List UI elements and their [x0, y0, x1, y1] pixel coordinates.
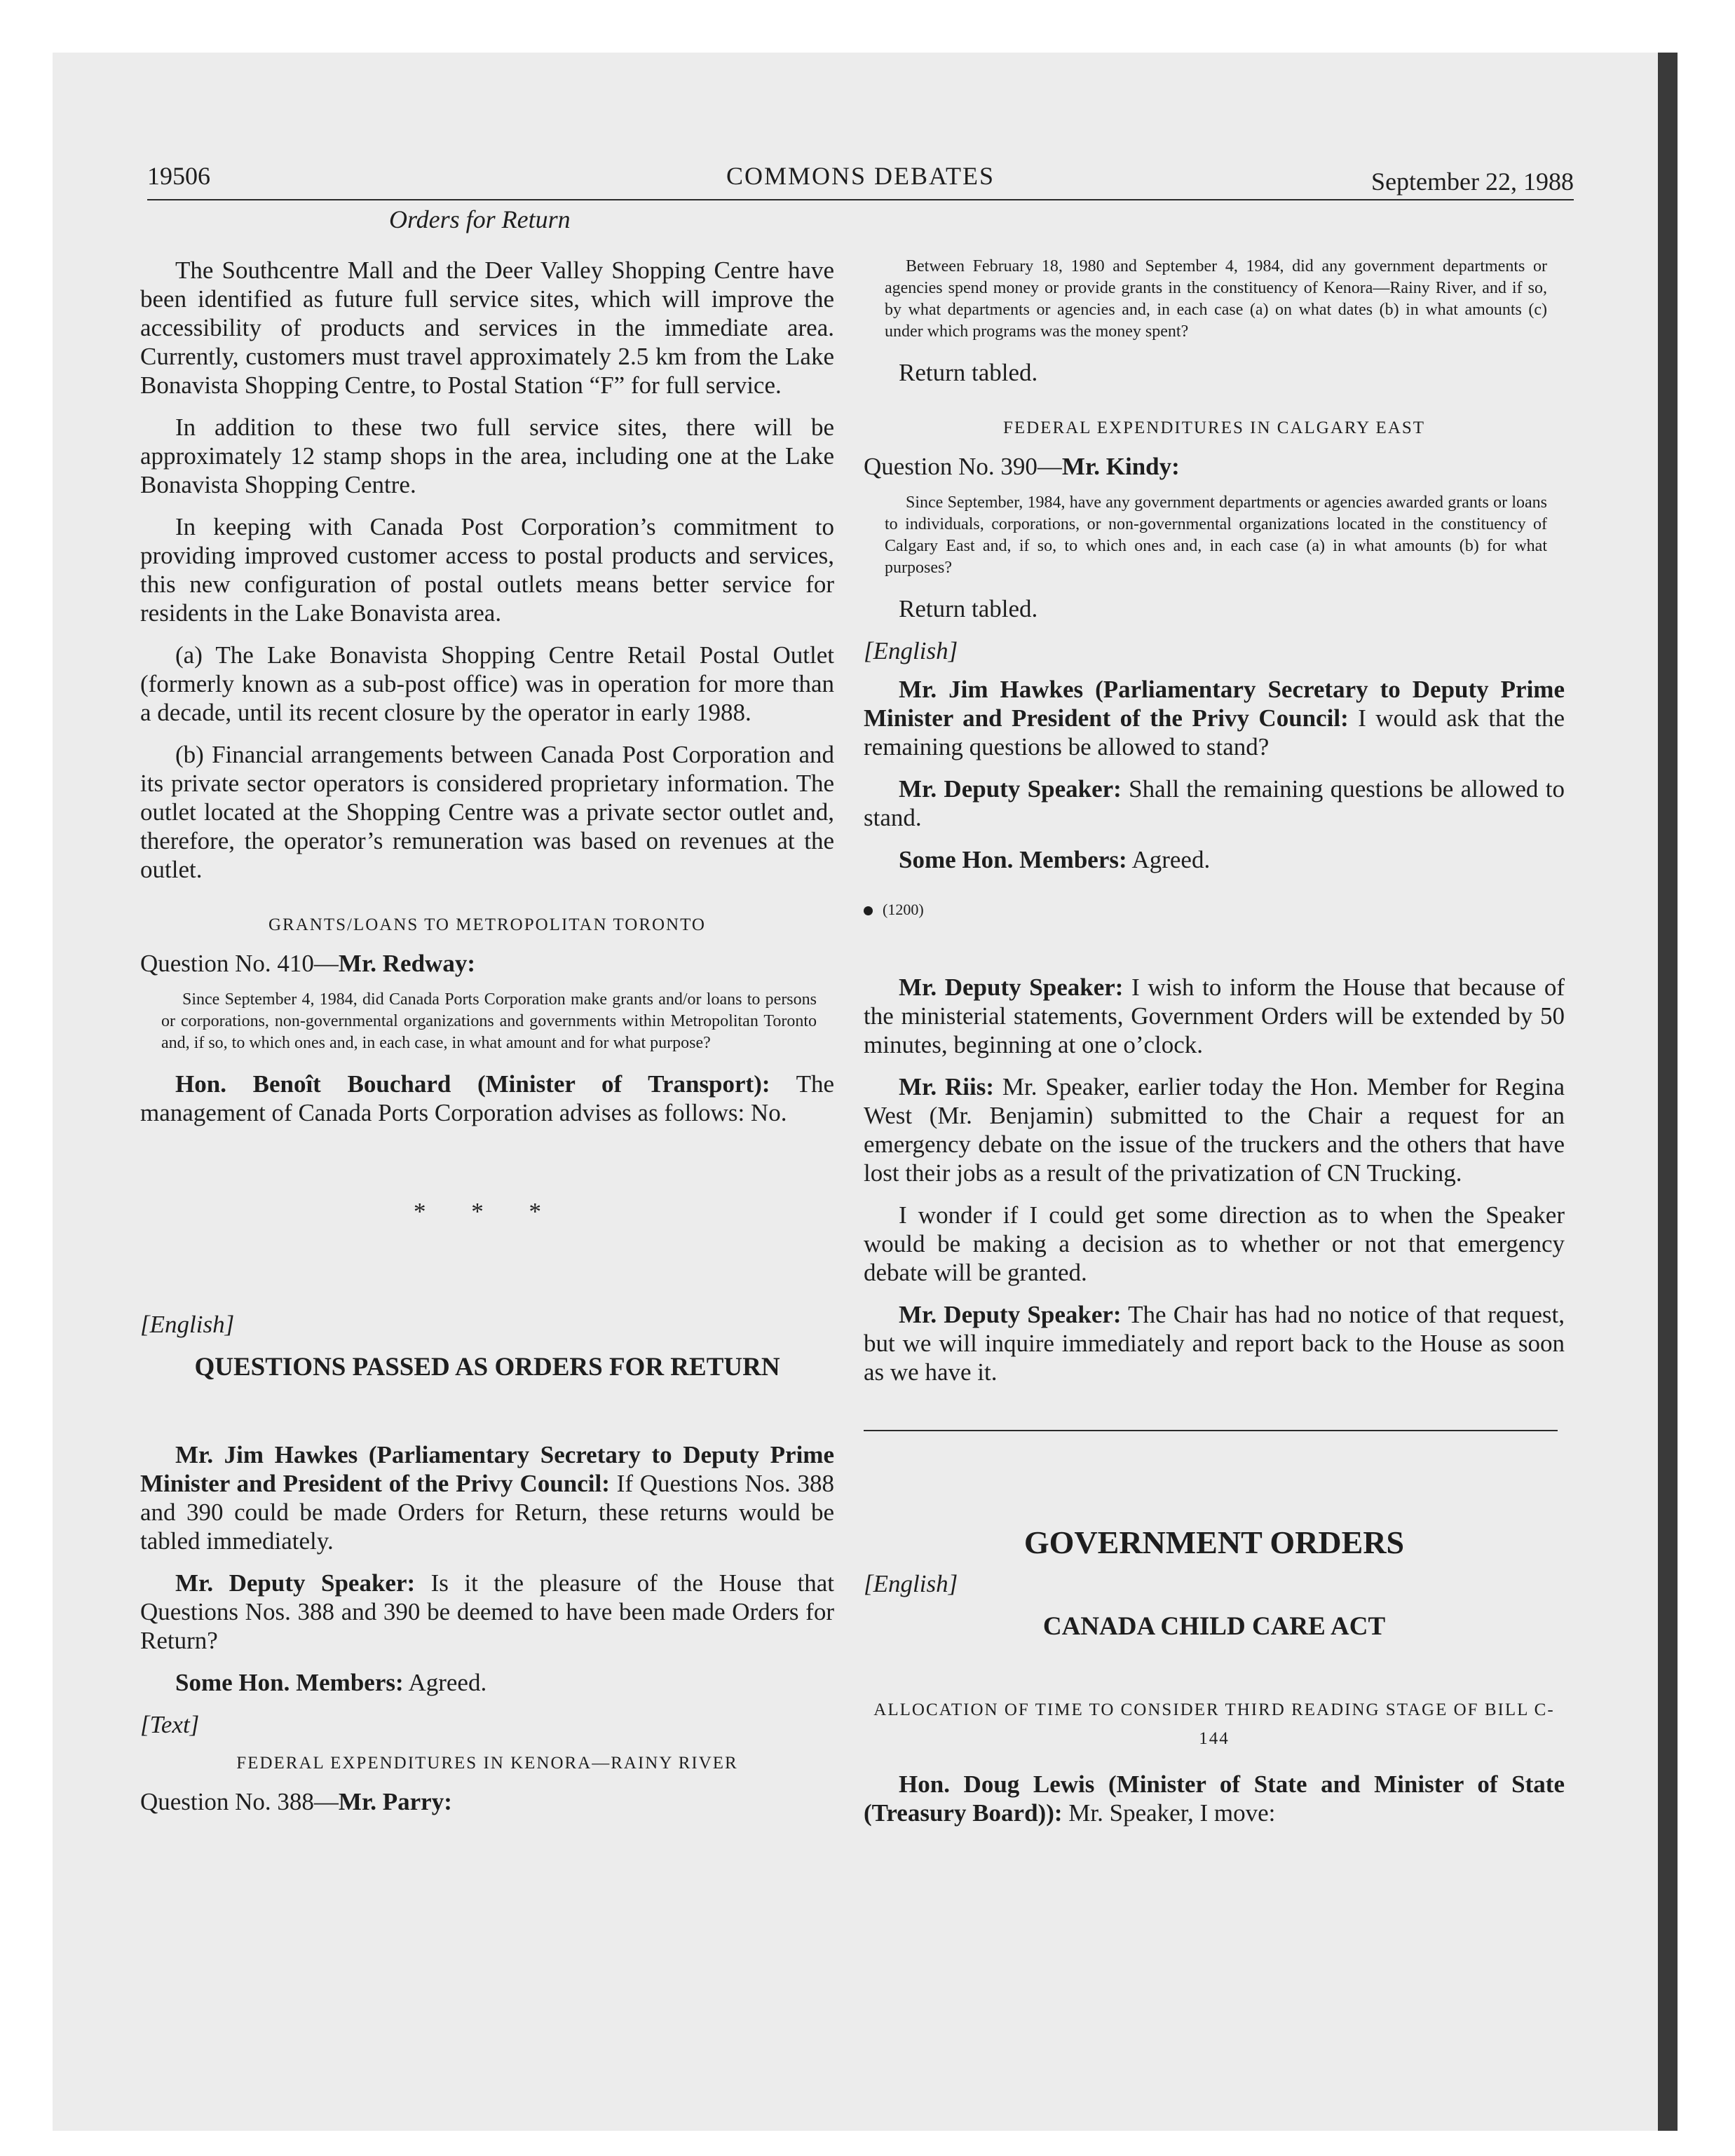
right-column: [864, 256, 1565, 1841]
riis-statement: Mr. Riis: Mr. Speaker, earlier today the Hon. Member for Regina West (Mr. Benjamin) submitted to the Chair a request for an emergency debate on the issue of the truckers and the others that have lost their jobs as a result of the privatization of CN Trucking.: [864, 1073, 1565, 1187]
speaker-name: Mr. Parry:: [338, 1788, 452, 1815]
question-410-line: Question No. 410—Mr. Redway:: [140, 950, 475, 977]
lewis-statement: Hon. Doug Lewis (Minister of State and Minister of State (Treasury Board)): Mr. Speaker, I move:: [864, 1770, 1565, 1827]
section-heading: Orders for Return: [389, 205, 571, 233]
paragraph: I wonder if I could get some direction as to when the Speaker would be making a decision as to whether or not that emergency debate will be granted.: [864, 1201, 1565, 1286]
return-tabled: Return tabled.: [899, 595, 1038, 622]
paragraph: In addition to these two full service sites, there will be approximately 12 stamp shops in the area, including one at the Lake Bonavista Shopping Centre.: [140, 414, 834, 498]
page-number: 19506: [147, 162, 210, 190]
bullet-icon: [864, 906, 873, 915]
running-header: [147, 160, 1574, 200]
heading-questions-passed: QUESTIONS PASSED AS ORDERS FOR RETURN: [194, 1353, 780, 1381]
speaker-name: Mr. Deputy Speaker:: [899, 974, 1124, 1001]
speaker-name: Mr. Riis:: [899, 1073, 994, 1100]
subheading-grants-toronto: GRANTS/LOANS TO METROPOLITAN TORONTO: [268, 915, 706, 934]
hawkes-statement: Mr. Jim Hawkes (Parliamentary Secretary to Deputy Prime Minister and President of the Privy Council: I would ask that the remaining questions be allowed to stand?: [864, 676, 1565, 760]
speaker-name: Mr. Jim Hawkes (Parliamentary Secretary to Deputy Prime Minister and President of the Privy Council:: [140, 1441, 834, 1497]
return-tabled: Return tabled.: [899, 359, 1038, 386]
paragraph: The Southcentre Mall and the Deer Valley Shopping Centre have been identified as future full service sites, which will improve the accessibility of products and services in the immediate area. Currently, customers must travel approximately 2.5 km from the Lake Bonavista Shopping Centre, to Postal Station “F” for full service.: [140, 257, 834, 399]
subheading-calgary: FEDERAL EXPENDITURES IN CALGARY EAST: [1002, 418, 1426, 437]
question-410-text: Since September 4, 1984, did Canada Ports Corporation make grants and/or loans to persons or corporations, non-governmental organizations and governments within Metropolitan Toronto and, if so, to which ones and, in each case, in what amount and for what purpose?: [161, 990, 817, 1052]
speaker-name: Mr. Deputy Speaker:: [899, 775, 1122, 803]
heading-government-orders: GOVERNMENT ORDERS: [1023, 1524, 1405, 1560]
deputy-speaker-statement: Mr. Deputy Speaker: Shall the remaining questions be allowed to stand.: [864, 775, 1565, 831]
question-390-text: Since September, 1984, have any government departments or agencies awarded grants or loans to individuals, corporations, or non-governmental organizations located in the constituency of Calgary East and, if so, to which ones and, in each case (a) in what amounts (b) for what purposes?: [885, 493, 1547, 577]
language-tag: [English]: [864, 637, 958, 664]
deputy-speaker-statement: Mr. Deputy Speaker: I wish to inform the House that because of the ministerial statements, Government Orders will be extended by 50 minutes, beginning at one o’clock.: [864, 974, 1565, 1058]
question-390-line: Question No. 390—Mr. Kindy:: [864, 453, 1180, 480]
scan-edge-bar: [1658, 53, 1678, 2131]
question-388-line: Question No. 388—Mr. Parry:: [140, 1788, 452, 1815]
speaker-name: Hon. Doug Lewis (Minister of State and Minister of State (Treasury Board)):: [864, 1770, 1565, 1827]
speaker-name: Mr. Deputy Speaker:: [899, 1301, 1122, 1328]
bouchard-response: Hon. Benoît Bouchard (Minister of Transport): The management of Canada Ports Corporation advises as follows: No.: [140, 1070, 834, 1126]
time-marker: (1200): [864, 895, 1565, 924]
language-tag: [English]: [140, 1311, 235, 1338]
paragraph: (a) The Lake Bonavista Shopping Centre Retail Postal Outlet (formerly known as a sub-post office) was in operation for more than a decade, until its recent closure by the operator in early 1988.: [140, 641, 834, 726]
hawkes-statement: Mr. Jim Hawkes (Parliamentary Secretary to Deputy Prime Minister and President of the Privy Council: If Questions Nos. 388 and 390 could be made Orders for Return, these returns would be tabled immediately.: [140, 1441, 834, 1555]
question-388-text: Between February 18, 1980 and September 4, 1984, did any government departments or agencies spend money or provide grants in the constituency of Kenora—Rainy River, and if so, by what departments or agencies and, in each case (a) on what dates (b) in what amounts (c) under which programs was the money spent?: [885, 257, 1547, 341]
speaker-name: Hon. Benoît Bouchard (Minister of Transport):: [175, 1070, 770, 1098]
paragraph: (b) Financial arrangements between Canada Post Corporation and its private sector operators is considered proprietary information. The outlet located at the Shopping Centre was a private sector outlet and, therefore, the operator’s remuneration was based on revenues at the outlet.: [140, 741, 834, 883]
speaker-name: Some Hon. Members:: [175, 1669, 404, 1696]
subheading-kenora: FEDERAL EXPENDITURES IN KENORA—RAINY RIVER: [236, 1754, 738, 1773]
paragraph: In keeping with Canada Post Corporation’s commitment to providing improved customer access to postal products and services, this new configuration of postal outlets means better service for residents in the Lake Bonavista area.: [140, 513, 834, 627]
deputy-speaker-statement: Mr. Deputy Speaker: Is it the pleasure of the House that Questions Nos. 388 and 390 be deemed to have been made Orders for Return?: [140, 1569, 834, 1654]
members-statement: Some Hon. Members: Agreed.: [899, 846, 1211, 873]
speaker-name: Mr. Jim Hawkes (Parliamentary Secretary to Deputy Prime Minister and President of the Privy Council:: [864, 676, 1565, 732]
speaker-name: Mr. Redway:: [338, 950, 475, 977]
speaker-name: Mr. Kindy:: [1061, 453, 1180, 480]
left-column: [140, 256, 834, 1827]
subheading-allocation: ALLOCATION OF TIME TO CONSIDER THIRD READING STAGE OF BILL C-144: [873, 1700, 1555, 1748]
deputy-speaker-statement: Mr. Deputy Speaker: The Chair has had no notice of that request, but we will inquire immediately and report back to the House as soon as we have it.: [864, 1301, 1565, 1386]
heading-child-care-act: CANADA CHILD CARE ACT: [1042, 1612, 1386, 1641]
section-divider: [864, 1430, 1558, 1431]
publication-title: COMMONS DEBATES: [726, 162, 995, 190]
text-tag: [Text]: [140, 1711, 200, 1738]
publication-date: September 22, 1988: [1371, 168, 1574, 196]
speaker-name: Some Hon. Members:: [899, 846, 1127, 873]
section-break: * * *: [414, 1198, 561, 1225]
speaker-name: Mr. Deputy Speaker:: [175, 1569, 416, 1597]
members-statement: Some Hon. Members: Agreed.: [175, 1669, 487, 1696]
language-tag: [English]: [864, 1570, 958, 1597]
